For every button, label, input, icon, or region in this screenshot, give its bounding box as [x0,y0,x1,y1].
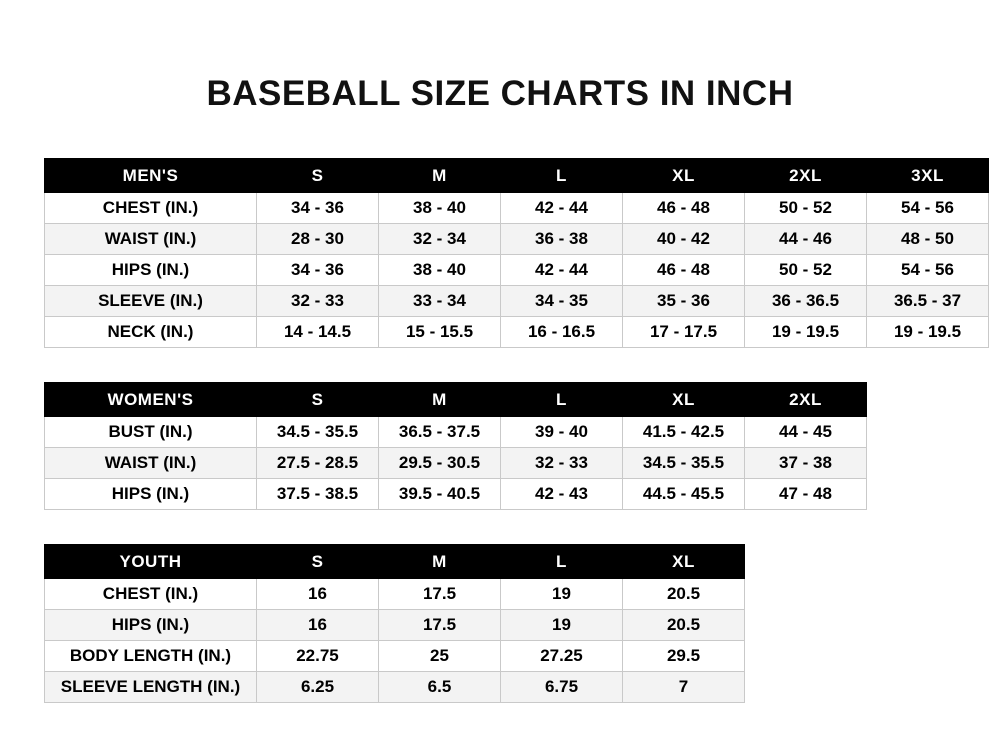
youth-header-m: M [379,545,501,579]
table-header-row [45,383,867,417]
cell: 37.5 - 38.5 [257,479,379,510]
cell: 29.5 - 30.5 [379,448,501,479]
womens-header-label: WOMEN'S [45,383,257,417]
cell: 16 [257,610,379,641]
row-label: SLEEVE LENGTH (IN.) [45,672,257,703]
page-title: BASEBALL SIZE CHARTS IN INCH [206,74,794,113]
cell: 42 - 43 [501,479,623,510]
cell: 17.5 [379,610,501,641]
cell: 40 - 42 [623,224,745,255]
cell: 42 - 44 [501,255,623,286]
cell: 41.5 - 42.5 [623,417,745,448]
cell: 44 - 46 [745,224,867,255]
row-label: HIPS (IN.) [45,479,257,510]
table-row [45,255,989,286]
table-row [45,224,989,255]
table-row [45,417,867,448]
cell: 14 - 14.5 [257,317,379,348]
table-header-row [45,545,745,579]
cell: 46 - 48 [623,255,745,286]
cell: 36.5 - 37.5 [379,417,501,448]
row-label: WAIST (IN.) [45,448,257,479]
row-label: WAIST (IN.) [45,224,257,255]
cell: 44.5 - 45.5 [623,479,745,510]
womens-header-m: M [379,383,501,417]
table-row [45,286,989,317]
mens-header-2xl: 2XL [745,159,867,193]
cell: 17.5 [379,579,501,610]
cell: 47 - 48 [745,479,867,510]
youth-table-header [45,545,745,579]
cell: 33 - 34 [379,286,501,317]
cell: 6.5 [379,672,501,703]
mens-table-body [45,193,989,348]
cell: 7 [623,672,745,703]
womens-header-2xl: 2XL [745,383,867,417]
cell: 32 - 33 [501,448,623,479]
womens-header-l: L [501,383,623,417]
youth-table-body [45,579,745,703]
cell: 29.5 [623,641,745,672]
cell: 42 - 44 [501,193,623,224]
womens-size-table [44,382,867,510]
cell: 34.5 - 35.5 [623,448,745,479]
cell: 34 - 35 [501,286,623,317]
cell: 19 [501,610,623,641]
table-row [45,193,989,224]
cell: 6.25 [257,672,379,703]
cell: 28 - 30 [257,224,379,255]
cell: 32 - 33 [257,286,379,317]
cell: 16 [257,579,379,610]
cell: 50 - 52 [745,255,867,286]
cell: 20.5 [623,579,745,610]
cell: 37 - 38 [745,448,867,479]
mens-header-3xl: 3XL [867,159,989,193]
mens-header-label: MEN'S [45,159,257,193]
cell: 48 - 50 [867,224,989,255]
row-label: CHEST (IN.) [45,579,257,610]
table-row [45,448,867,479]
youth-header-l: L [501,545,623,579]
row-label: HIPS (IN.) [45,610,257,641]
row-label: BODY LENGTH (IN.) [45,641,257,672]
cell: 38 - 40 [379,193,501,224]
cell: 22.75 [257,641,379,672]
mens-header-xl: XL [623,159,745,193]
cell: 35 - 36 [623,286,745,317]
cell: 27.25 [501,641,623,672]
cell: 16 - 16.5 [501,317,623,348]
womens-table-body [45,417,867,510]
cell: 17 - 17.5 [623,317,745,348]
row-label: HIPS (IN.) [45,255,257,286]
cell: 46 - 48 [623,193,745,224]
cell: 54 - 56 [867,255,989,286]
cell: 36.5 - 37 [867,286,989,317]
cell: 19 - 19.5 [745,317,867,348]
cell: 38 - 40 [379,255,501,286]
youth-header-label: YOUTH [45,545,257,579]
table-row [45,579,745,610]
cell: 34.5 - 35.5 [257,417,379,448]
cell: 6.75 [501,672,623,703]
mens-size-table [44,158,989,348]
tables-container [0,158,1000,703]
cell: 34 - 36 [257,255,379,286]
table-row [45,317,989,348]
cell: 27.5 - 28.5 [257,448,379,479]
row-label: CHEST (IN.) [45,193,257,224]
mens-header-m: M [379,159,501,193]
cell: 19 - 19.5 [867,317,989,348]
row-label: NECK (IN.) [45,317,257,348]
youth-header-s: S [257,545,379,579]
cell: 50 - 52 [745,193,867,224]
cell: 39.5 - 40.5 [379,479,501,510]
row-label: SLEEVE (IN.) [45,286,257,317]
mens-header-s: S [257,159,379,193]
womens-header-xl: XL [623,383,745,417]
youth-size-table [44,544,745,703]
cell: 19 [501,579,623,610]
table-row [45,479,867,510]
cell: 34 - 36 [257,193,379,224]
cell: 39 - 40 [501,417,623,448]
cell: 25 [379,641,501,672]
mens-table-header [45,159,989,193]
youth-header-xl: XL [623,545,745,579]
table-row [45,672,745,703]
cell: 15 - 15.5 [379,317,501,348]
cell: 20.5 [623,610,745,641]
table-header-row [45,159,989,193]
womens-table-header [45,383,867,417]
table-row [45,641,745,672]
cell: 36 - 38 [501,224,623,255]
cell: 36 - 36.5 [745,286,867,317]
table-row [45,610,745,641]
cell: 44 - 45 [745,417,867,448]
cell: 54 - 56 [867,193,989,224]
mens-header-l: L [501,159,623,193]
womens-header-s: S [257,383,379,417]
cell: 32 - 34 [379,224,501,255]
row-label: BUST (IN.) [45,417,257,448]
